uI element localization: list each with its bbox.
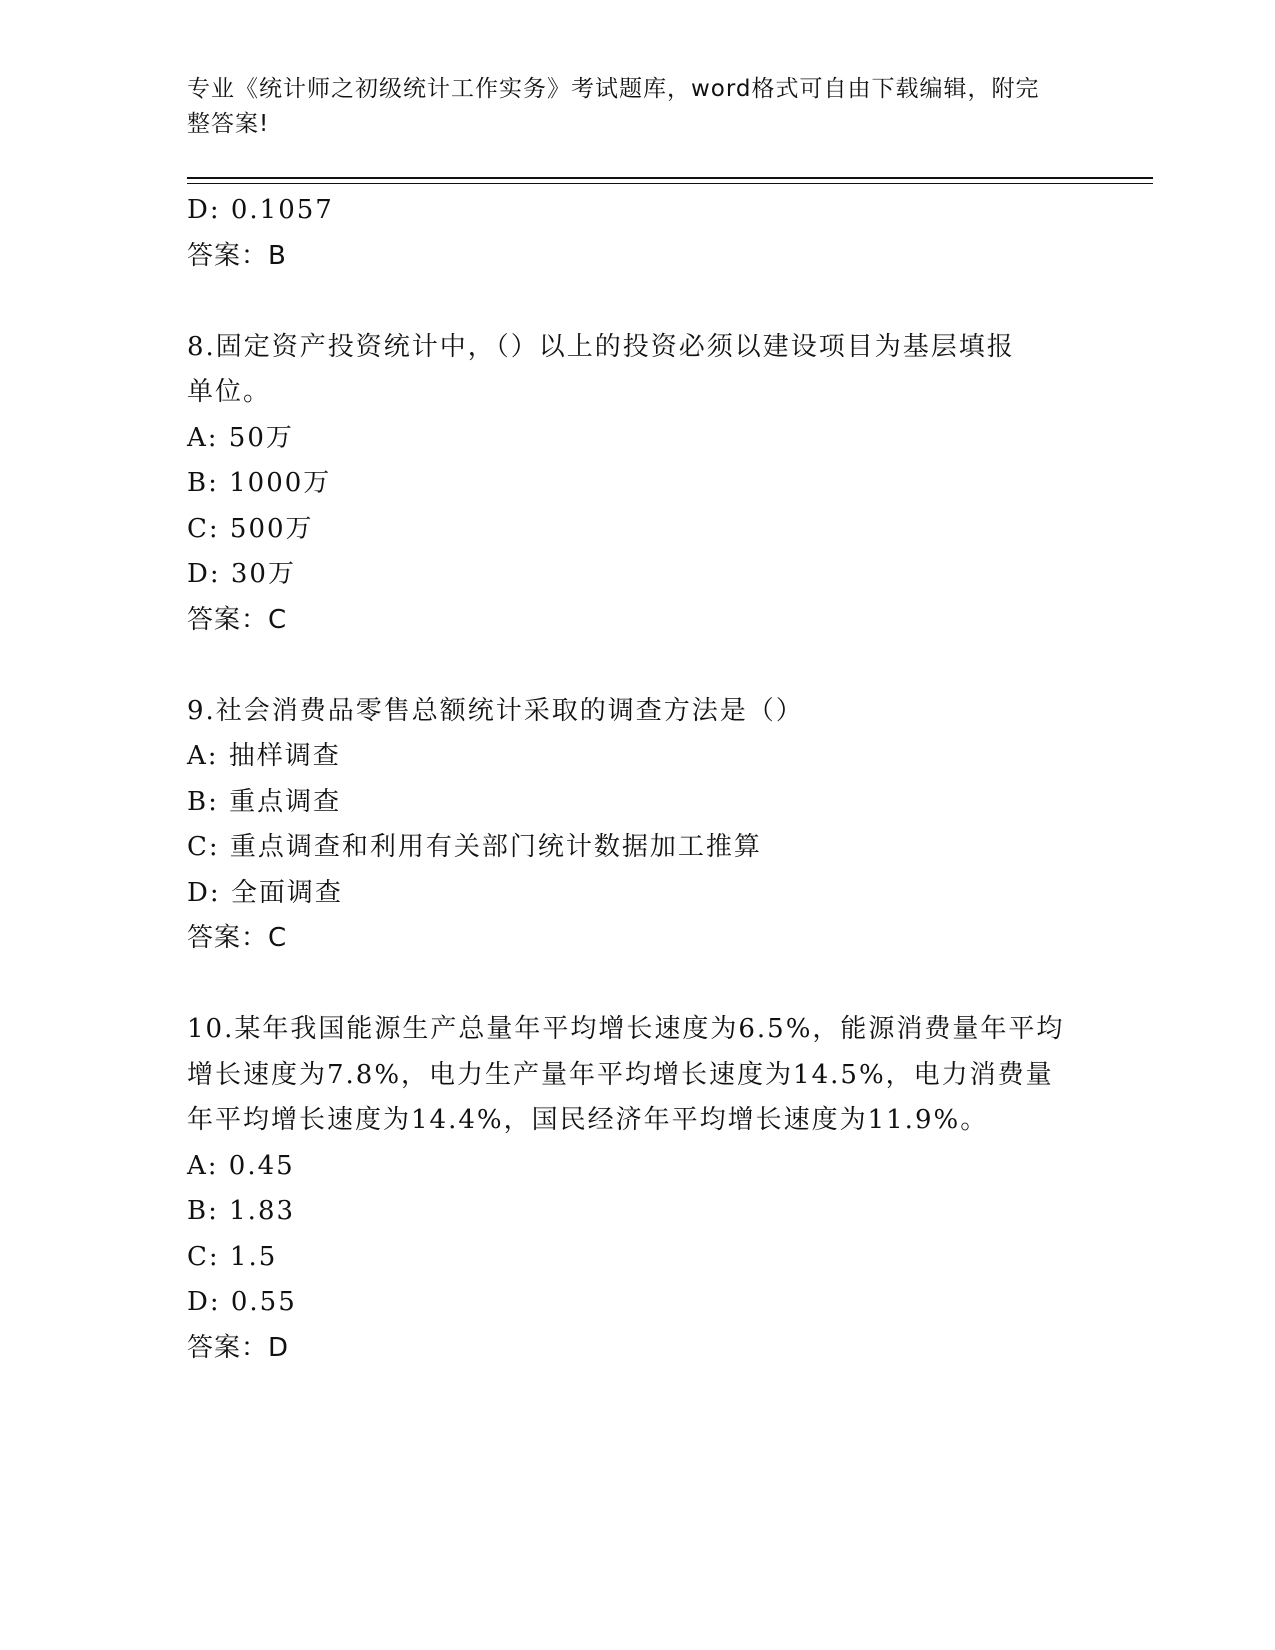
question-text: 10.某年我国能源生产总量年平均增长速度为6.5%，能源消费量年平均 bbox=[187, 1014, 1065, 1044]
option-d: D: 0.55 bbox=[187, 1287, 297, 1317]
answer-label: 答案：C bbox=[187, 604, 288, 635]
header-line-1: 专业《统计师之初级统计工作实务》考试题库，word格式可自由下载编辑，附完 bbox=[187, 76, 1040, 102]
option-b: B: 1.83 bbox=[187, 1196, 296, 1226]
option-c: C: 重点调查和利用有关部门统计数据加工推算 bbox=[187, 832, 762, 862]
option-d: D: 0.1057 bbox=[187, 195, 334, 225]
answer-label: 答案：D bbox=[187, 1332, 290, 1363]
page-header bbox=[187, 72, 1087, 142]
option-d: D: 30万 bbox=[187, 559, 296, 589]
question-block-10 bbox=[187, 1007, 1087, 1371]
question-text: 增长速度为7.8%，电力生产量年平均增长速度为14.5%，电力消费量 bbox=[187, 1059, 1054, 1090]
header-line-2: 整答案! bbox=[187, 111, 270, 137]
spacer bbox=[187, 279, 1087, 325]
spacer bbox=[187, 643, 1087, 689]
option-b: B: 1000万 bbox=[187, 468, 332, 498]
option-a: A: 抽样调查 bbox=[187, 741, 341, 771]
option-a: A: 0.45 bbox=[187, 1150, 295, 1181]
option-a: A: 50万 bbox=[187, 422, 294, 453]
option-c: C: 500万 bbox=[187, 513, 314, 544]
option-c: C: 1.5 bbox=[187, 1241, 278, 1272]
answer-label: 答案：C bbox=[187, 923, 288, 953]
question-block-prev bbox=[187, 188, 1087, 279]
question-list bbox=[187, 188, 1087, 1371]
option-b: B: 重点调查 bbox=[187, 786, 342, 817]
header-divider-thick bbox=[187, 177, 1153, 179]
answer-label: 答案：B bbox=[187, 240, 287, 271]
question-block-9 bbox=[187, 689, 1087, 962]
question-block-8 bbox=[187, 325, 1087, 644]
question-text: 9.社会消费品零售总额统计采取的调查方法是（） bbox=[187, 695, 804, 726]
question-text: 年平均增长速度为14.4%，国民经济年平均增长速度为11.9%。 bbox=[187, 1105, 989, 1135]
question-text: 8.固定资产投资统计中，（）以上的投资必须以建设项目为基层填报 bbox=[187, 331, 1015, 362]
option-d: D: 全面调查 bbox=[187, 877, 343, 908]
header-divider-thin bbox=[187, 183, 1153, 184]
question-text: 单位。 bbox=[187, 377, 272, 407]
spacer bbox=[187, 962, 1087, 1008]
